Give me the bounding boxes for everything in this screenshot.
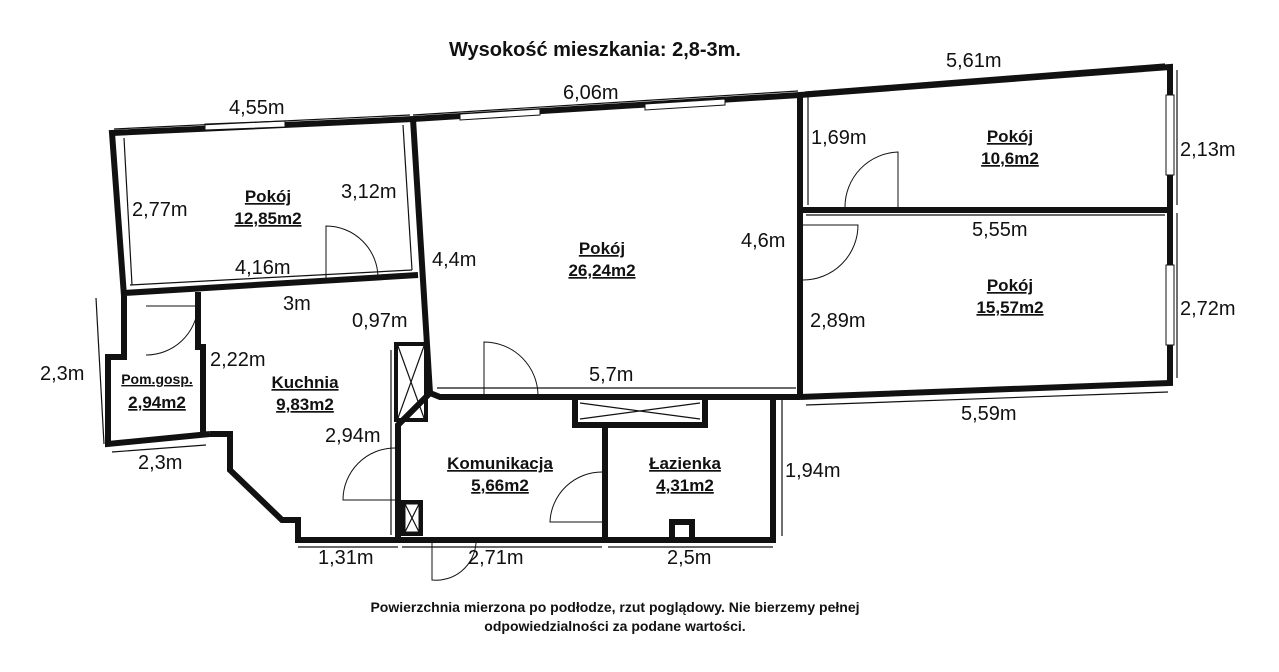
disclaimer-line-2: odpowiedzialności za podane wartości.: [484, 618, 746, 634]
room-komunikacja: [447, 454, 553, 495]
room-name: Kuchnia: [271, 373, 339, 392]
dimension-label: 1,94m: [785, 460, 841, 482]
dimension-label: 4,55m: [229, 97, 285, 119]
room-name: Pokój: [986, 127, 1034, 146]
dimension-label: 5,59m: [961, 403, 1017, 425]
dimension-label: 2,71m: [468, 547, 524, 569]
room-area: 2,94m2: [128, 393, 186, 412]
dimension-label: 5,61m: [946, 50, 1002, 72]
room-area: 26,24m2: [568, 261, 636, 280]
dimension-label: 0,97m: [352, 310, 408, 332]
dimension-label: 2,5m: [667, 547, 712, 569]
room-kuchnia: [271, 373, 339, 414]
room-name: Pom.gosp.: [121, 371, 193, 387]
room-pokoj-10-6: [981, 127, 1039, 168]
room-area: 4,31m2: [656, 476, 714, 495]
dimension-label: 2,94m: [325, 425, 381, 447]
dimension-label: 4,16m: [235, 257, 291, 279]
room-area: 5,66m2: [471, 476, 529, 495]
room-pokoj-26-24: [568, 239, 635, 280]
room-area: 15,57m2: [976, 298, 1044, 317]
dimension-label: 3,12m: [341, 181, 397, 203]
room-name: Komunikacja: [447, 454, 553, 473]
dimension-label: 3m: [283, 293, 311, 315]
dimension-label: 5,7m: [589, 364, 634, 386]
plan-title: Wysokość mieszkania: 2,8-3m.: [449, 39, 741, 61]
dimension-label: 2,89m: [810, 310, 866, 332]
room-pom-gosp: [121, 371, 193, 412]
room-lazienka: [649, 454, 721, 495]
room-name: Pokój: [244, 187, 292, 206]
dimension-label: 1,31m: [318, 547, 374, 569]
room-name: Pokój: [986, 276, 1034, 295]
dimension-label: 2,22m: [210, 349, 266, 371]
room-area: 9,83m2: [276, 395, 334, 414]
dimension-label: 2,3m: [138, 452, 183, 474]
dimension-label: 5,55m: [972, 219, 1028, 241]
dimension-label: 4,6m: [741, 230, 786, 252]
dimension-label: 2,72m: [1180, 298, 1236, 320]
room-pokoj-15-57: [976, 276, 1043, 317]
dimension-label: 2,77m: [132, 199, 188, 221]
dimension-label: 1,69m: [811, 127, 867, 149]
dimension-label: 4,4m: [432, 249, 477, 271]
room-name: Pokój: [578, 239, 626, 258]
disclaimer-line-1: Powierzchnia mierzona po podłodze, rzut poglądowy. Nie bierzemy pełnej: [370, 599, 860, 615]
dimension-label: 2,3m: [40, 363, 85, 385]
room-pokoj-12-85: [234, 187, 301, 228]
dimension-label: 6,06m: [563, 82, 619, 104]
room-area: 12,85m2: [234, 209, 302, 228]
room-area: 10,6m2: [981, 149, 1039, 168]
room-name: Łazienka: [649, 454, 721, 473]
dimension-label: 2,13m: [1180, 139, 1236, 161]
